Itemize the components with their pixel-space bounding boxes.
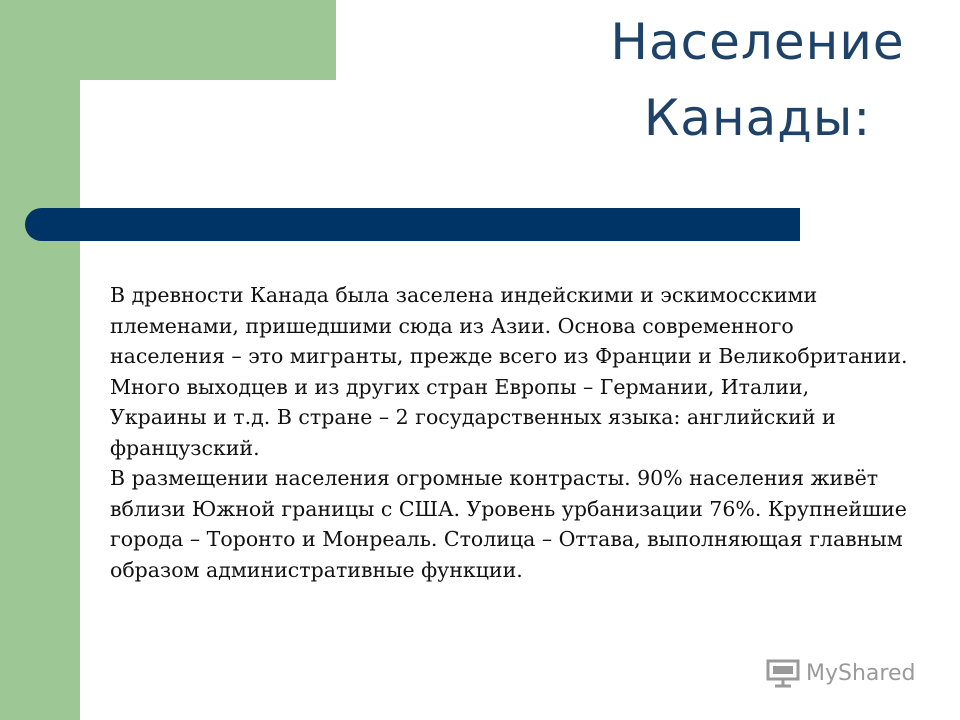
left-green-strip <box>0 0 80 720</box>
slide-title <box>560 4 955 156</box>
rounded-corner-accent <box>80 80 140 140</box>
presentation-screen-icon <box>766 658 800 688</box>
title-line-1: Население <box>610 13 905 71</box>
title-divider-bar <box>25 208 800 241</box>
watermark-logo <box>766 656 915 690</box>
body-paragraph-1: В древности Канада была заселена индейскими и эскимосскими племенами, пришедшими сюда из Азии. Основа современного населения – это мигранты, прежде всего из Франции и Великобритании. Много выходцев и из других стран Европы – Германии, Италии, Украины и т.д. В стране – 2 государственных языка: английский и французский. <box>110 283 908 460</box>
body-paragraph-2: В размещении населения огромные контрасты. 90% населения живёт вблизи Южной границы с США. Уровень урбанизации 76%. Крупнейшие города – Торонто и Монреаль. Столица – Оттава, выполняющая главным образом административные функции. <box>110 466 907 582</box>
title-line-2: Канады: <box>643 89 872 147</box>
slide-body <box>110 280 910 585</box>
top-green-block <box>0 0 336 80</box>
watermark-text: MyShared <box>806 660 916 686</box>
